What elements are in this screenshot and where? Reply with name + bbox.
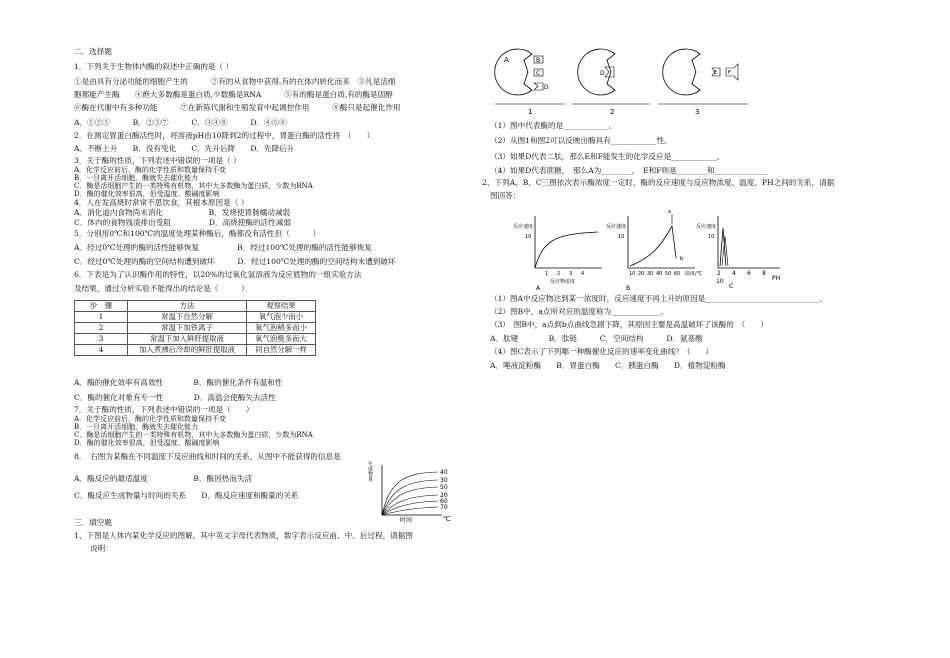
question-5: 5．分别用0℃和100℃的温度处理某种酶后，酶都没有活性但（ ） xyxy=(74,229,321,238)
fill-1-part-4: （4）如果D代表蔗糖， 那么A为________， E和F则是________和______________ xyxy=(490,166,768,175)
section-3-title: 三．填空题 xyxy=(74,518,112,527)
chart-b-ytick: 10 xyxy=(618,234,625,240)
chart-c-xtick: 8 xyxy=(762,270,766,277)
fill-2-part-4-options: A．唾液淀粉酶 B．胃蛋白酶 C．胰蛋白酶 D．植物淀粉酶 xyxy=(490,361,726,370)
label-d-bound: D xyxy=(600,70,605,77)
step-label: 2 xyxy=(610,108,615,116)
table-cell: 4 xyxy=(75,345,128,356)
chart-a-xtick: 1 xyxy=(545,271,549,277)
section-2-title: 二．选择题 xyxy=(74,47,112,56)
table-cell: 加入煮沸后冷却的鲜肝提取液 xyxy=(128,345,247,356)
fill-2-part-1: （1）图A中反应物达到某一浓度时，反应速度不再上升的原因是______________________________。 xyxy=(490,294,827,303)
chart-c-xtick: 6 xyxy=(747,270,751,277)
fill-2-part-2: （2）图B中，a点所对应的温度称为_____________。 xyxy=(490,307,669,316)
chart-b-xlabel: 温度/℃ xyxy=(685,271,703,277)
fill-question-1: 1、下图是人体内某化学反应的图解，其中英文字母代表物质，数字表示反应前、中、后过程，请据图 xyxy=(74,531,413,540)
fig-xlabel: 时间 xyxy=(400,517,413,523)
chart-c-xtick: 2 xyxy=(717,270,721,277)
temp-label: 70 xyxy=(440,504,448,511)
q3-option-a: A．化学反应前后，酶的化学性质和数量保持不变 xyxy=(74,166,227,174)
q6-options-ab: A．酶的催化效率有高效性 B．酶的催化条件有温和性 xyxy=(74,378,283,387)
chart-c-caption: C xyxy=(729,283,734,290)
q6-options-cd: C．酶的催化对象有专一性 D．高温会使酶失去活性 xyxy=(74,393,276,402)
q1-line-2: 胞都能产生酶 ④绝大多数酶是蛋白质,少数酶是RNA ⑤有的酶是蛋白质,有的酶是固醇 xyxy=(74,90,393,99)
chart-b-xtick: 60 xyxy=(674,271,681,277)
fill-1-part-3: （3）如果D代表二肽，那么E和F能发生的化学反应是____________。 xyxy=(490,152,725,161)
chart-b-xtick: 30 xyxy=(647,271,654,277)
table-cell: 3 xyxy=(75,334,128,345)
temperature-curve-figure xyxy=(360,455,455,523)
point-b: b xyxy=(680,256,684,262)
chart-c-xlabel: PH xyxy=(772,275,781,282)
q3-option-c: C．酶是活细胞产生的一类特殊有机物，其中大多数酶为蛋白质，少数为RNA xyxy=(74,182,313,190)
table-cell: 1 xyxy=(75,312,128,323)
table-header: 观察结果 xyxy=(247,301,316,312)
label-f: F xyxy=(728,70,731,76)
q7-option-d: D．酶的催化效率很高，但受温度、酸碱度影响 xyxy=(74,439,220,447)
chart-b-xtick: 50 xyxy=(665,271,672,277)
fill-1-part-1: （1）图中代表酶的是____________。 xyxy=(490,121,617,130)
chart-a-xtick: 2 xyxy=(557,271,561,277)
step-label: 3 xyxy=(695,108,700,116)
temp-label: 60 xyxy=(440,498,448,505)
q3-option-b: B．一旦离开活细胞，酶就失去催化能力 xyxy=(74,174,199,182)
chart-b-xtick: 20 xyxy=(638,271,645,277)
step-label: 1 xyxy=(528,108,533,116)
chart-a-caption: A xyxy=(536,285,541,290)
fill-question-1-line-2: 说明： xyxy=(90,544,113,553)
chart-a-ytick: 10 xyxy=(525,234,532,240)
temp-label: 20 xyxy=(440,492,448,499)
q7-option-b: B．一旦离开活细胞，酶就失去催化能力 xyxy=(74,423,199,431)
question-1: 1．下列关于生物体内酶的叙述中正确的是（ ） xyxy=(74,62,234,71)
question-8: 8． 右图为某酶在不同温度下反应曲线和时间的关系，从图中不能获得的信息是 xyxy=(74,452,341,461)
chart-b-xtick: 10 xyxy=(629,271,636,277)
label-d: D xyxy=(544,84,549,91)
table-row xyxy=(75,312,316,323)
q4-options-ab: A．消化道内食物尚未消化 B．发烧使胃肠蠕动减弱 xyxy=(74,208,291,217)
table-cell: 氧气泡少而小 xyxy=(247,312,316,323)
fill-2-part-3: （3） 图B中，a点到b点曲线急剧下降，其原因主要是高温破坏了该酶的 （ ） xyxy=(490,320,768,329)
q3-option-d: D．酶的催化效率很高，但受温度、酸碱度影响 xyxy=(74,190,220,198)
question-6: 6．下表是为了认识酶作用的特性，以20%的过氧化氢溶液为反应底物的一组实验方法 xyxy=(74,270,362,279)
question-4: 4．人在发高烧时常常不思饮食，其根本原因是（ ） xyxy=(74,198,249,207)
table-cell: 常温下加入鲜肝提取液 xyxy=(128,334,247,345)
enzyme-reaction-diagram xyxy=(490,42,760,120)
q5-options-cd: C．经过0℃处理的酶的空间结构遭到破坏 D．经过100℃处理的酶的空间结构未遭到破坏 xyxy=(74,257,396,266)
fill-2-part-4: （4）图C表示了下列哪一种酶催化反应的速率变化曲线？（ ） xyxy=(490,347,714,356)
question-2: 2．在测定胃蛋白酶活性时，将溶液pH由10降到2的过程中，胃蛋白酶的活性将 （ ） xyxy=(74,131,375,140)
q7-option-a: A．化学反应前后，酶的化学性质和数量保持不变 xyxy=(74,415,227,423)
q5-options-ab: A．经过0℃处理的酶的活性能够恢复 B．经过100℃处理的酶的活性能够恢复 xyxy=(74,243,372,252)
rate-charts xyxy=(510,208,790,290)
temp-label: 30 xyxy=(440,477,448,484)
label-c: C xyxy=(536,70,541,77)
table-header: 方法 xyxy=(128,301,247,312)
chart-c-ytick: 10 xyxy=(708,234,715,240)
temp-unit: ℃ xyxy=(443,515,451,523)
label-e: E xyxy=(714,70,718,76)
chart-a-xtick: 3 xyxy=(569,271,573,277)
chart-b-caption: B xyxy=(626,285,631,290)
q7-option-c: C．酶是活细胞产生的一类特殊有机物，其中大多数酶为蛋白质，少数为RNA xyxy=(74,431,313,439)
chart-a-xtick: 4 xyxy=(581,271,585,277)
q2-options: A．不断上升 B．没有变化 C．先升后降 D．先降后升 xyxy=(74,144,295,153)
table-cell: 2 xyxy=(75,323,128,334)
fill-question-2-line-2: 图回答： xyxy=(490,191,521,200)
question-7: 7．关于酶的性质，下列表述中错误的一项是（ ） xyxy=(74,405,254,414)
chart-a-ylabel: 反应速度 xyxy=(513,224,534,230)
chart-c-xtick: 4 xyxy=(732,270,736,277)
fill-1-part-2: （2）从图1和图2可以反映出酶具有____________性。 xyxy=(490,136,672,145)
q1-options: A．①②⑤ B．②③⑦ C．③④⑧ D．④⑤⑥ xyxy=(74,118,287,127)
q8-options-cd: C．酶反应生成物量与时间的关系 D．酶反应速度和酶量的关系 xyxy=(74,491,299,500)
table-cell: 常温下自然分解 xyxy=(128,312,247,323)
chart-c-ylabel: 反应速度 xyxy=(696,224,717,230)
table-cell: 同自然分解一样 xyxy=(247,345,316,356)
table-row xyxy=(75,323,316,334)
temp-label: 40 xyxy=(440,469,448,476)
table-header: 步 骤 xyxy=(75,301,128,312)
table-row xyxy=(75,334,316,345)
table-cell: 常温下加铁离子 xyxy=(128,323,247,334)
question-3: 3．关于酶的性质，下列表述中错误的一项是（ ） xyxy=(74,156,241,165)
chart-b-xtick: 40 xyxy=(656,271,663,277)
chart-c-xtick: 10 xyxy=(716,278,724,285)
fig-ylabel: 生成物量 xyxy=(367,461,373,481)
table-row xyxy=(75,345,316,356)
table-cell: 氧气泡稍多而小 xyxy=(247,323,316,334)
fill-question-2: 2、下列A、B、C三图依次表示酶浓度一定时，酶的反应速度与反应物浓度、温度、PH之间的关系，请据 xyxy=(482,178,835,187)
label-b: B xyxy=(536,57,541,64)
q1-line-3: ⑥酶在代谢中有多种功能 ⑦在新陈代谢和生殖发育中起调控作用 ⑧酶只是起催化作用 xyxy=(74,103,401,112)
fill-2-part-3-options: A．肽键 B．肽链 C．空间结构 D．氨基酸 xyxy=(490,334,703,343)
chart-b-ylabel: 反应速度 xyxy=(606,224,627,230)
chart-a-xlabel: 反应物浓度 xyxy=(550,279,576,285)
table-header-row xyxy=(75,301,316,312)
point-a: a xyxy=(668,209,672,215)
q1-line-1: ①是由具有分泌功能的细胞产生的 ②有的从食物中获得,有的在体内转化而来 ③凡是活细 xyxy=(74,77,396,86)
table-cell: 氧气泡极多而大 xyxy=(247,334,316,345)
q8-options-ab: A．酶反应的最适温度 B．酶因热而失活 xyxy=(74,474,253,483)
q4-options-cd: C．体内的食物残渣排出受阻 D．高烧使酶的活性减弱 xyxy=(74,218,291,227)
label-a: A xyxy=(504,56,509,64)
q6-line-2: 及结果，通过分析实验不能得出的结论是（ ） xyxy=(74,284,249,293)
temp-label: 50 xyxy=(440,484,448,491)
experiment-table xyxy=(74,300,316,356)
